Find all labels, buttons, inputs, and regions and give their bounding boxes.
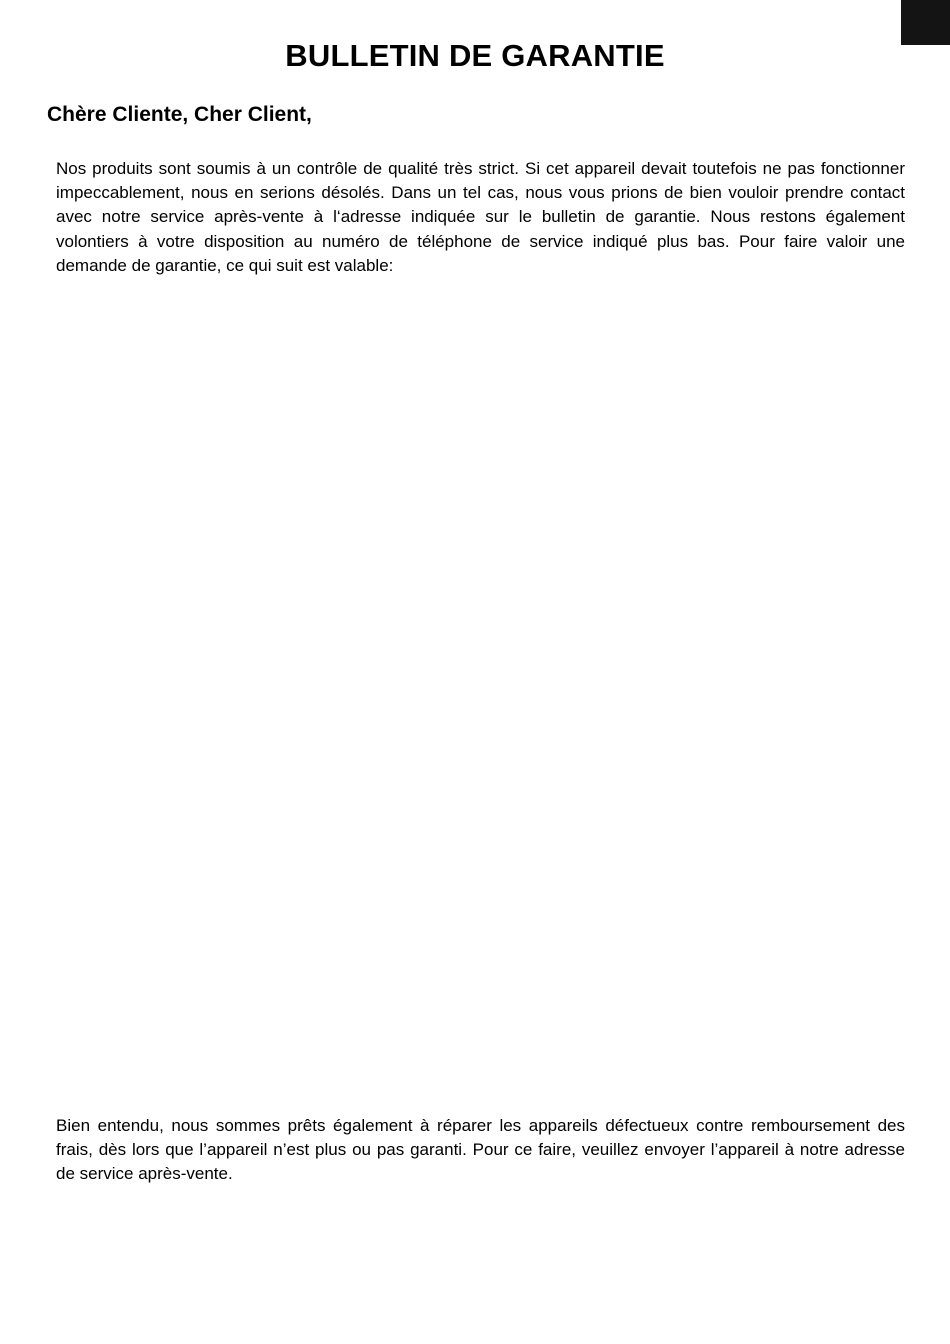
intro-paragraph: Nos produits sont soumis à un contrôle de qualité très strict. Si cet appareil devait toutefois ne pas fonctionner impeccablement, nous en serions désolés. Dans un tel cas, nous vous prions de bien vouloir prendre contact avec notre service après-vente à l‘adresse indiquée sur le bulletin de garantie. Nous restons également volontiers à votre disposition au numéro de téléphone de service indiqué plus bas. Pour faire valoir une demande de garantie, ce qui suit est valable: — [56, 159, 905, 275]
page-title: BULLETIN DE GARANTIE — [285, 38, 665, 73]
greeting-heading: Chère Cliente, Cher Client, — [47, 103, 312, 126]
repair-paragraph: Bien entendu, nous sommes prêts également à réparer les appareils défectueux contre remboursement des frais, dès lors que l’appareil n’est plus ou pas garanti. Pour ce faire, veuillez envoyer l’appareil à notre adresse de service après-vente. — [56, 1116, 905, 1184]
